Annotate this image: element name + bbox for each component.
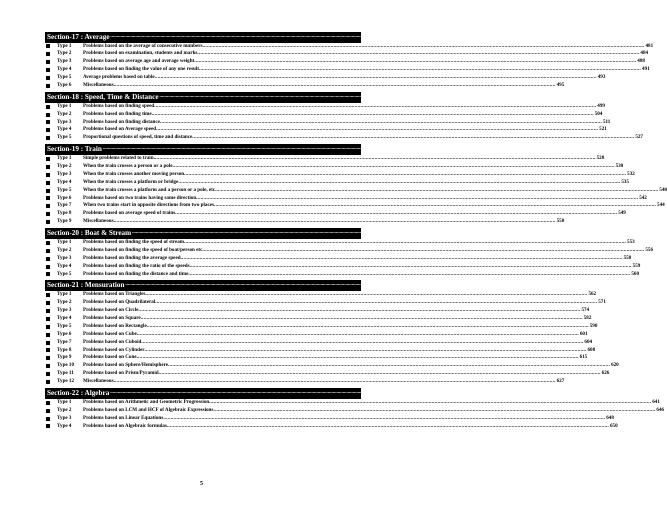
entry-title: Problems based on Sphere/Hemisphere	[83, 362, 169, 369]
toc-entry	[45, 118, 611, 127]
square-bullet-icon	[46, 417, 50, 421]
dot-leader: ............................................................................................................................................................................................................................................................................................................	[132, 230, 508, 236]
square-bullet-icon	[46, 212, 50, 216]
entry-page-number: 650	[609, 422, 618, 429]
entry-type: Type 2	[57, 162, 72, 169]
entry-page-number: 601	[579, 330, 588, 337]
square-bullet-icon	[46, 341, 50, 345]
square-bullet-icon	[46, 333, 50, 337]
entry-page-number: 528	[596, 154, 605, 161]
entry-title: Miscellaneous	[83, 378, 114, 385]
entry-page-number: 558	[623, 254, 632, 261]
dot-leader: ............................................................................................................................................................................................................................................................................................................	[156, 126, 599, 133]
entry-page-number: 521	[599, 126, 607, 133]
page-number: 5	[200, 481, 203, 487]
toc-entry	[45, 82, 565, 90]
entry-type: Type 6	[57, 194, 72, 201]
dot-leader: ............................................................................................................................................................................................................................................................................................................	[213, 406, 656, 413]
entry-title: Problems based on Cube	[83, 330, 137, 337]
entry-page-number: 620	[611, 362, 619, 369]
entry-type: Type 3	[57, 170, 72, 177]
entry-type: Type 3	[57, 118, 72, 125]
square-bullet-icon	[46, 272, 50, 276]
entry-type: Type 5	[57, 270, 72, 277]
entry-page-number: 550	[556, 218, 565, 225]
dot-leader: ............................................................................................................................................................................................................................................................................................................	[141, 338, 584, 345]
toc-entry	[45, 218, 565, 226]
dot-leader: ............................................................................................................................................................................................................................................................................................................	[175, 210, 618, 217]
dot-leader: ............................................................................................................................................................................................................................................................................................................	[144, 346, 587, 353]
entry-type: Type 2	[57, 110, 72, 117]
toc-entry	[45, 406, 665, 415]
entry-type: Type 3	[57, 414, 72, 421]
dot-leader: ............................................................................................................................................................................................................................................................................................................	[172, 162, 615, 169]
entry-title: Problems based on examination, students and marks	[83, 50, 198, 57]
entry-title: Problems based on finding the average speed	[83, 254, 181, 261]
entry-title: Problems based on finding speed	[83, 102, 155, 109]
toc-entry	[45, 414, 614, 423]
dot-leader: ............................................................................................................................................................................................................................................................................................................	[113, 378, 556, 385]
section-page-range: 499-527	[535, 93, 560, 102]
section-header	[45, 228, 533, 239]
entry-page-number: 615	[579, 354, 588, 361]
entry-type: Type 2	[57, 246, 72, 253]
entry-type: Type 4	[57, 262, 72, 269]
square-bullet-icon	[46, 325, 50, 329]
dot-leader: ............................................................................................................................................................................................................................................................................................................	[178, 178, 621, 185]
square-bullet-icon	[46, 301, 50, 305]
dot-leader: ............................................................................................................................................................................................................................................................................................................	[159, 118, 602, 125]
toc-entry	[45, 354, 588, 362]
entry-page-number: 641	[652, 398, 660, 405]
dot-leader: ............................................................................................................................................................................................................................................................................................................	[194, 58, 637, 65]
entry-page-number: 604	[584, 338, 593, 345]
entry-title: When the train crosses a platform and a person or a pole, etc.	[83, 186, 217, 193]
square-bullet-icon	[46, 136, 50, 140]
section-title: Section-22 : Algebra	[47, 389, 110, 398]
section-page-range: 481-498	[486, 33, 511, 41]
entry-title: When the train crosses another moving person	[83, 170, 185, 177]
entry-type: Type 2	[57, 298, 72, 305]
square-bullet-icon	[46, 348, 50, 352]
entry-title: Problems based on Rectangle	[83, 322, 147, 329]
dot-leader: ............................................................................................................................................................................................................................................................................................................	[113, 218, 556, 225]
entry-type: Type 4	[57, 422, 72, 429]
toc-entry	[45, 194, 647, 203]
entry-type: Type 1	[57, 398, 72, 405]
entry-type: Type 11	[57, 370, 74, 377]
section-title: Section-20 : Boat & Stream	[47, 229, 132, 238]
square-bullet-icon	[46, 181, 50, 185]
toc-entry	[45, 322, 598, 331]
entry-type: Type 1	[57, 154, 72, 161]
square-bullet-icon	[46, 204, 50, 208]
section-header	[45, 388, 511, 399]
table-of-contents	[45, 30, 667, 430]
square-bullet-icon	[46, 189, 50, 193]
entry-title: Miscellaneous	[83, 82, 114, 89]
square-bullet-icon	[46, 60, 50, 64]
square-bullet-icon	[46, 165, 50, 169]
toc-entry	[45, 262, 641, 271]
square-bullet-icon	[46, 68, 50, 72]
dot-leader: ............................................................................................................................................................................................................................................................................................................	[154, 74, 597, 81]
dot-leader: ............................................................................................................................................................................................................................................................................................................	[125, 282, 501, 288]
entry-page-number: 542	[639, 194, 647, 201]
dot-leader: ............................................................................................................................................................................................................................................................................................................	[209, 398, 652, 405]
square-bullet-icon	[46, 265, 50, 269]
entry-title: When the train crosses a person or a pole	[83, 162, 173, 169]
toc-entry	[45, 314, 592, 323]
entry-page-number: 535	[621, 178, 629, 185]
toc-entry	[45, 306, 590, 315]
section-title: Section-19 : Train	[47, 145, 102, 154]
square-bullet-icon	[46, 409, 50, 413]
toc-entry	[45, 102, 605, 111]
entry-type: Type 7	[57, 338, 72, 345]
entry-page-number: 559	[632, 262, 641, 269]
entry-type: Type 7	[57, 202, 72, 209]
toc-entry	[45, 290, 597, 299]
dot-leader: ............................................................................................................................................................................................................................................................................................................	[113, 82, 556, 89]
dot-leader: ............................................................................................................................................................................................................................................................................................................	[163, 414, 606, 421]
square-bullet-icon	[46, 76, 50, 80]
entry-page-number: 544	[657, 202, 665, 209]
toc-entry	[45, 362, 619, 370]
entry-page-number: 504	[594, 110, 603, 117]
entry-type: Type 1	[57, 238, 72, 245]
dot-leader: ............................................................................................................................................................................................................................................................................................................	[158, 370, 601, 377]
entry-type: Type 2	[57, 50, 72, 57]
toc-entry	[45, 378, 565, 386]
entry-title: Problems based on finding the ratio of the speeds	[83, 262, 190, 269]
entry-title: Problems based on finding the speed of stream	[83, 238, 184, 245]
entry-type: Type 10	[57, 362, 75, 369]
dot-leader: ............................................................................................................................................................................................................................................................................................................	[140, 314, 583, 321]
entry-title: Simple problems related to train	[83, 154, 154, 161]
entry-type: Type 4	[57, 66, 72, 73]
toc-entry	[45, 298, 606, 307]
entry-type: Type 8	[57, 346, 72, 353]
entry-page-number: 646	[656, 406, 665, 413]
section-page-range: 553-561	[508, 229, 533, 238]
entry-page-number: 532	[627, 170, 635, 177]
square-bullet-icon	[46, 257, 50, 261]
toc-entry	[45, 338, 593, 347]
dot-leader: ............................................................................................................................................................................................................................................................................................................	[197, 50, 640, 57]
entry-title: Problems based on Triangles	[83, 290, 146, 297]
square-bullet-icon	[46, 364, 50, 368]
section-header	[45, 92, 560, 103]
dot-leader: ............................................................................................................................................................................................................................................................................................................	[202, 246, 645, 253]
dot-leader: ............................................................................................................................................................................................................................................................................................................	[216, 186, 659, 193]
entry-page-number: 527	[635, 134, 643, 141]
entry-type: Type 4	[57, 314, 72, 321]
entry-title: When the train crosses a platform or bridge	[83, 178, 179, 185]
square-bullet-icon	[46, 120, 50, 124]
entry-page-number: 571	[598, 298, 606, 305]
entry-type: Type 4	[57, 126, 72, 133]
toc-entry	[45, 346, 596, 355]
toc-entry	[45, 58, 645, 66]
entry-page-number: 530	[615, 162, 624, 169]
dot-leader: ............................................................................................................................................................................................................................................................................................................	[199, 66, 642, 73]
entry-title: Problems based on finding the distance and time	[83, 270, 189, 277]
entry-page-number: 495	[556, 82, 565, 89]
section-page-range: 562-640	[501, 281, 526, 290]
square-bullet-icon	[46, 309, 50, 313]
square-bullet-icon	[46, 220, 50, 224]
entry-title: Problems based on LCM and HCF of Algebraic Expressions	[83, 406, 214, 413]
toc-entry	[45, 398, 660, 407]
section-page-range: 528-552	[478, 145, 503, 154]
square-bullet-icon	[46, 293, 50, 297]
entry-page-number: 481	[645, 42, 654, 49]
entry-title: Problems based on two trains having same direction	[83, 194, 197, 201]
toc-entry	[45, 126, 607, 134]
dot-leader: ............................................................................................................................................................................................................................................................................................................	[110, 390, 486, 396]
square-bullet-icon	[46, 317, 50, 321]
entry-title: Problems based on the average of consecutive numbers	[83, 42, 203, 49]
entry-title: Problems based on average speed of trains	[83, 210, 176, 217]
entry-page-number: 627	[556, 378, 565, 385]
dot-leader: ............................................................................................................................................................................................................................................................................................................	[138, 306, 581, 313]
toc-entry	[45, 178, 629, 187]
dot-leader: ............................................................................................................................................................................................................................................................................................................	[166, 422, 609, 429]
section-title: Section-18 : Speed, Time & Distance	[47, 93, 159, 102]
toc-entry	[45, 162, 624, 171]
section-header	[45, 32, 511, 43]
entry-type: Type 4	[57, 178, 72, 185]
toc-entry	[45, 330, 588, 339]
dot-leader: ............................................................................................................................................................................................................................................................................................................	[168, 362, 611, 369]
entry-title: Problems based on Prism/Pyramid	[83, 370, 159, 377]
entry-type: Type 5	[57, 134, 72, 141]
entry-type: Type 2	[57, 406, 72, 413]
entry-type: Type 6	[57, 330, 72, 337]
toc-entry	[45, 50, 649, 58]
entry-page-number: 491	[642, 66, 650, 73]
entry-type: Type 5	[57, 322, 72, 329]
entry-title: Problems based on Cone	[83, 354, 137, 361]
entry-page-number: 488	[637, 58, 645, 65]
entry-page-number: 590	[589, 322, 598, 329]
entry-page-number: 493	[597, 74, 606, 81]
toc-entry	[45, 202, 665, 210]
entry-page-number: 562	[588, 290, 597, 297]
entry-title: Problems based on Cuboid	[83, 338, 142, 345]
section-page-range: 641-689	[486, 389, 511, 398]
entry-title: Proportional questions of speed, time and distance	[83, 134, 193, 141]
entry-type: Type 3	[57, 58, 72, 65]
dot-leader: ............................................................................................................................................................................................................................................................................................................	[151, 110, 594, 117]
entry-page-number: 499	[597, 102, 605, 109]
dot-leader: ............................................................................................................................................................................................................................................................................................................	[145, 290, 588, 297]
square-bullet-icon	[46, 105, 50, 109]
dot-leader: ............................................................................................................................................................................................................................................................................................................	[159, 94, 535, 100]
entry-title: Average problems based on table	[83, 74, 155, 81]
entry-page-number: 553	[627, 238, 635, 245]
square-bullet-icon	[46, 113, 50, 117]
entry-title: Miscellaneous	[83, 218, 114, 225]
entry-type: Type 3	[57, 254, 72, 261]
entry-type: Type 1	[57, 102, 72, 109]
entry-title: Problems based on Arithmetic and Geometric Progression	[83, 398, 210, 405]
square-bullet-icon	[46, 356, 50, 360]
square-bullet-icon	[46, 241, 50, 245]
dot-leader: ............................................................................................................................................................................................................................................................................................................	[192, 134, 635, 141]
entry-page-number: 626	[601, 370, 610, 377]
section-title: Section-17 : Average	[47, 33, 110, 41]
entry-page-number: 540	[659, 186, 667, 193]
entry-page-number: 582	[583, 314, 592, 321]
toc-entry	[45, 254, 632, 263]
square-bullet-icon	[46, 401, 50, 405]
dot-leader: ............................................................................................................................................................................................................................................................................................................	[202, 42, 645, 49]
section-title: Section-21 : Mensuration	[47, 281, 125, 290]
entry-page-number: 608	[587, 346, 596, 353]
entry-page-number: 574	[581, 306, 590, 313]
toc-entry	[45, 134, 643, 142]
entry-title: Problems based on finding distance	[83, 118, 160, 125]
entry-title: Problems based on finding the speed of boat/person etc	[83, 246, 203, 253]
section-header	[45, 144, 503, 155]
entry-page-number: 556	[645, 246, 654, 253]
square-bullet-icon	[46, 196, 50, 200]
entry-page-number: 560	[631, 270, 640, 277]
entry-title: Problems based on finding the value of any one result	[83, 66, 199, 73]
dot-leader: ............................................................................................................................................................................................................................................................................................................	[153, 154, 596, 161]
entry-type: Type 6	[57, 82, 72, 89]
entry-type: Type 9	[57, 354, 72, 361]
toc-entry	[45, 370, 610, 378]
entry-title: Problems based on Average speed	[83, 126, 157, 133]
entry-title: Problems based on Quadrilateral	[83, 298, 156, 305]
entry-title: Problems based on Circle	[83, 306, 139, 313]
entry-type: Type 3	[57, 306, 72, 313]
square-bullet-icon	[46, 424, 50, 428]
square-bullet-icon	[46, 52, 50, 56]
square-bullet-icon	[46, 84, 50, 88]
dot-leader: ............................................................................................................................................................................................................................................................................................................	[136, 354, 579, 361]
dot-leader: ............................................................................................................................................................................................................................................................................................................	[102, 146, 478, 152]
square-bullet-icon	[46, 249, 50, 253]
square-bullet-icon	[46, 173, 50, 177]
dot-leader: ............................................................................................................................................................................................................................................................................................................	[189, 262, 632, 269]
entry-title: Problems based on Algebraic formulas	[83, 422, 167, 429]
dot-leader: ............................................................................................................................................................................................................................................................................................................	[154, 102, 597, 109]
square-bullet-icon	[46, 44, 50, 48]
dot-leader: ............................................................................................................................................................................................................................................................................................................	[183, 238, 627, 245]
toc-entry	[45, 110, 603, 119]
dot-leader: ............................................................................................................................................................................................................................................................................................................	[184, 170, 627, 177]
entry-title: Problems based on Linear Equations	[83, 414, 164, 421]
toc-entry	[45, 246, 654, 255]
entry-type: Type 1	[57, 42, 72, 49]
toc-entry	[45, 186, 667, 195]
section-header	[45, 280, 526, 291]
toc-entry	[45, 238, 635, 247]
entry-page-number: 648	[606, 414, 614, 421]
entry-title: Problems based on Square	[83, 314, 141, 321]
square-bullet-icon	[46, 128, 50, 132]
entry-title: When two trains start in opposite directions from two places	[83, 202, 214, 209]
square-bullet-icon	[46, 372, 50, 376]
toc-entry	[45, 422, 618, 431]
entry-page-number: 549	[618, 210, 626, 217]
dot-leader: ............................................................................................................................................................................................................................................................................................................	[155, 298, 598, 305]
entry-page-number: 484	[640, 50, 649, 57]
entry-type: Type 8	[57, 210, 72, 217]
dot-leader: ............................................................................................................................................................................................................................................................................................................	[146, 322, 589, 329]
toc-entry	[45, 66, 650, 74]
entry-title: Problems based on finding time	[83, 110, 152, 117]
entry-type: Type 5	[57, 74, 72, 81]
entry-type: Type 5	[57, 186, 72, 193]
entry-title: Problems based on Cylinder	[83, 346, 145, 353]
toc-entry	[45, 170, 635, 179]
dot-leader: ............................................................................................................................................................................................................................................................................................................	[213, 202, 657, 209]
entry-page-number: 511	[602, 118, 611, 125]
dot-leader: ............................................................................................................................................................................................................................................................................................................	[180, 254, 623, 261]
entry-title: Problems based on average age and average weight	[83, 58, 195, 65]
square-bullet-icon	[46, 157, 50, 161]
toc-entry	[45, 74, 606, 82]
dot-leader: ............................................................................................................................................................................................................................................................................................................	[196, 194, 639, 201]
dot-leader: ............................................................................................................................................................................................................................................................................................................	[188, 270, 631, 277]
toc-entry	[45, 270, 640, 279]
dot-leader: ............................................................................................................................................................................................................................................................................................................	[136, 330, 579, 337]
entry-type: Type 12	[57, 378, 75, 385]
dot-leader: ............................................................................................................................................................................................................................................................................................................	[110, 34, 486, 39]
toc-entry	[45, 42, 654, 51]
entry-type: Type 9	[57, 218, 72, 225]
entry-type: Type 1	[57, 290, 72, 297]
toc-entry	[45, 154, 605, 163]
toc-entry	[45, 210, 626, 218]
square-bullet-icon	[46, 380, 50, 384]
